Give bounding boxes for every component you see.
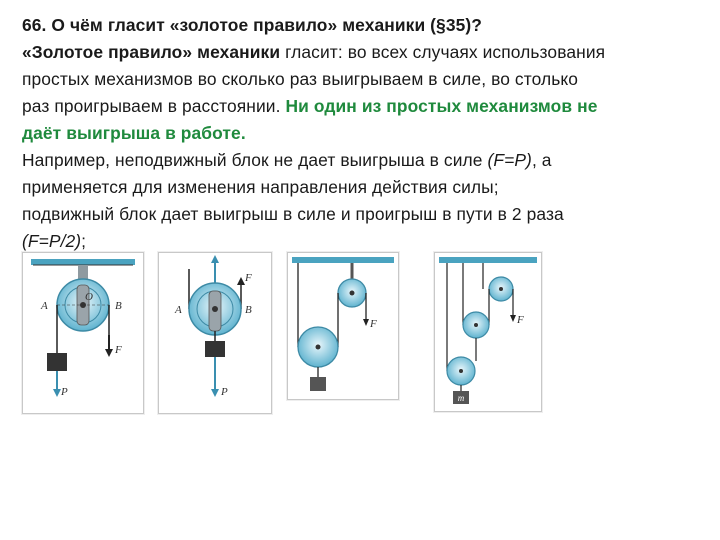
label-f: F bbox=[115, 344, 122, 356]
load-weight bbox=[310, 377, 326, 391]
multi-pulley-figure bbox=[434, 252, 542, 412]
label-a: A bbox=[175, 304, 182, 316]
label-f: F bbox=[370, 318, 377, 330]
combined-pulley-figure bbox=[287, 252, 399, 400]
force-arrow bbox=[363, 319, 369, 326]
rule-line-3-start: раз проигрываем в расстоянии. bbox=[22, 96, 286, 116]
load-weight bbox=[205, 341, 225, 357]
label-b: B bbox=[115, 300, 122, 312]
formula-movable: (F=P/2) bbox=[22, 231, 82, 251]
example-line-1-end: , а bbox=[531, 150, 552, 170]
movable-pulley-figure bbox=[158, 252, 272, 414]
load-weight bbox=[47, 353, 67, 371]
force-arrow bbox=[510, 315, 516, 322]
rule-line-1-rest: гласит: во всех случаях использования bbox=[280, 42, 606, 62]
text-block bbox=[22, 12, 712, 255]
rule-line-2: простых механизмов во сколько раз выигрываем в силе, во столько bbox=[22, 69, 579, 89]
ceiling-bar bbox=[292, 257, 394, 263]
label-f: F bbox=[245, 272, 252, 284]
ceiling-bar bbox=[31, 259, 135, 265]
example-line-1 bbox=[22, 147, 712, 174]
rule-conclusion-1: Ни один из простых механизмов не bbox=[285, 96, 598, 116]
weight-arrow bbox=[53, 389, 61, 397]
label-a: A bbox=[41, 300, 48, 312]
rule-line-1 bbox=[22, 39, 712, 66]
formula-fixed: (F=P) bbox=[487, 150, 532, 170]
example-line-2: применяется для изменения направления действия силы; bbox=[22, 177, 499, 197]
weight-arrow bbox=[211, 389, 219, 397]
label-f: F bbox=[517, 314, 524, 326]
force-up-arrow bbox=[237, 277, 245, 285]
label-b: B bbox=[245, 304, 252, 316]
example-line-3: подвижный блок дает выигрыш в силе и проигрыш в пути в 2 раза bbox=[22, 204, 564, 224]
fixed-pulley-figure bbox=[22, 252, 144, 414]
label-o: O bbox=[85, 291, 93, 303]
heading: 66. О чём гласит «золотое правило» механики (§35)? bbox=[22, 15, 482, 35]
rule-line-3 bbox=[22, 93, 712, 120]
example-line-4-end: ; bbox=[81, 231, 87, 251]
label-p: P bbox=[61, 386, 68, 398]
label-m: m bbox=[457, 393, 465, 403]
label-p: P bbox=[221, 386, 228, 398]
ceiling-bar bbox=[439, 257, 537, 263]
pull-up-arrow bbox=[211, 255, 219, 263]
example-line-1-start: Например, неподвижный блок не дает выигрыша в силе bbox=[22, 150, 488, 170]
rule-term: «Золотое правило» механики bbox=[22, 42, 281, 62]
rule-conclusion-2: даёт выигрыша в работе. bbox=[22, 123, 246, 143]
force-arrow bbox=[105, 349, 113, 357]
example-line-4 bbox=[22, 228, 712, 255]
